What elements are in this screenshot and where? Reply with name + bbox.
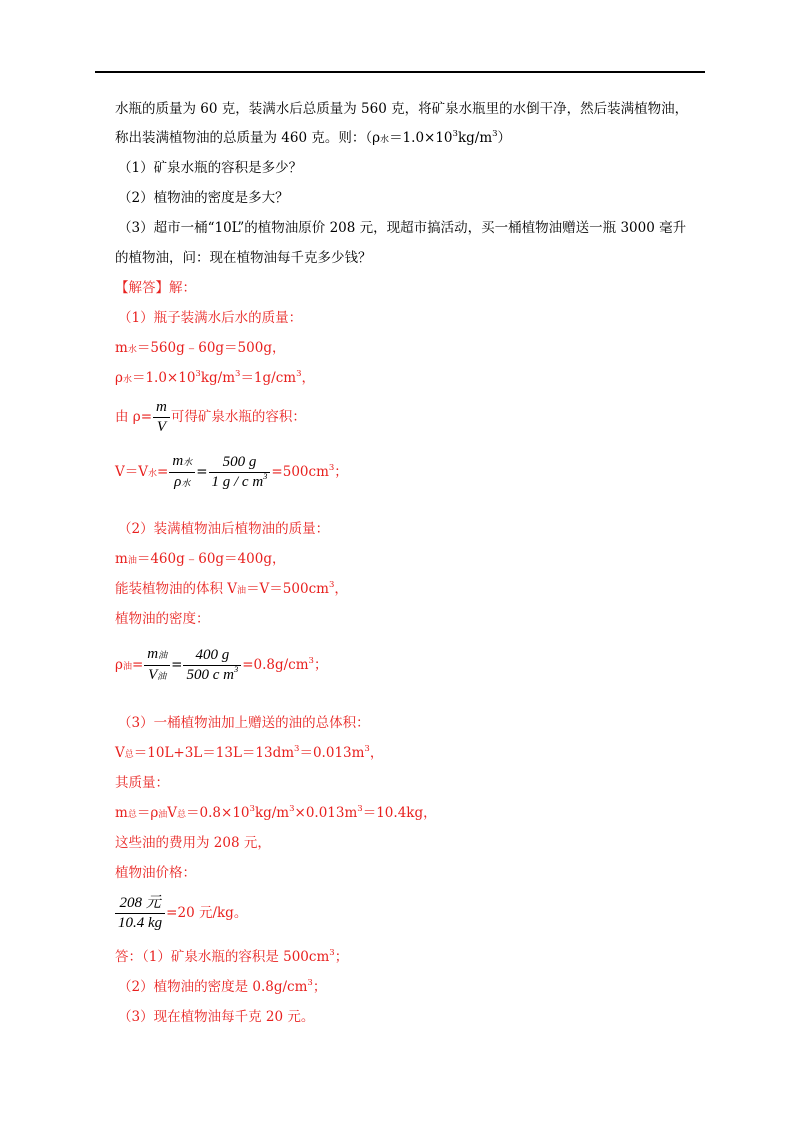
part2-title: （2）装满植物油后植物油的质量： [118,521,330,537]
conclusion-1: 答：（1）矿泉水瓶的容积是 $500cm^3$； [115,947,349,965]
oil-density-fraction-2: $\frac{400 g}{500 c m^3}$ [183,647,241,684]
volume-fraction-1: $\frac{\text{m水}}{\text{ρ水}}$ [169,453,195,492]
cost-line: 这些油的费用为 208 元， [115,835,271,851]
conclusion-3: （3）现在植物油每千克 20 元。 [118,1009,315,1025]
question-3-line-2: 的植物油，问：现在植物油每千克多少钱？ [115,250,372,266]
water-mass-eq: m水＝560g﹣60g＝500g， [115,340,286,356]
part1-title: （1）瓶子装满水后水的质量： [118,310,303,326]
density-formula-line: 由 ρ= $\frac{m}{V}$ 可得矿泉水瓶的容积： [115,399,306,435]
volume-eq: V＝V水= $\frac{\text{m水}}{\text{ρ水}}$ = $\frac{500 g}{1 g / c m^3}$ $=500cm^3$； [115,453,348,490]
price-title: 植物油价格： [115,865,196,881]
volume-fraction-2: $\frac{500 g}{1 g / c m^3}$ [209,454,271,491]
price-eq: $\frac{\text{208 元}}{10.4 kg}$ =20 元/kg。 [115,893,247,933]
mass-title: 其质量： [115,775,169,791]
question-line-2: 称出装满植物油的总质量为 460 克。则：（ρ水$=1.0\times 10^3kg/m^3$） [115,128,512,146]
price-fraction: $\frac{\text{208 元}}{10.4 kg}$ [115,895,165,932]
total-mass-eq: m总＝ρ油V总$=0.8\times 10^3kg/m^3\times 0.013m^3=10.4kg$， [115,803,437,821]
water-density-eq: ρ水$=1.0\times 10^3kg/m^3=1g/cm^3$， [115,368,316,386]
total-volume-eq: V总$=10L+3L=13L=13dm^3=0.013m^3$， [115,743,384,761]
answer-header: 【解答】解： [115,280,196,296]
oil-density-eq: ρ油= $\frac{\text{m油}}{\text{V油}}$ = $\frac{400 g}{500 c m^3}$ $=0.8g/cm^3$； [115,646,328,683]
oil-density-fraction-1: $\frac{\text{m油}}{\text{V油}}$ [144,646,170,685]
question-3-line-1: （3）超市一桶“10L”的植物油原价 208 元，现超市搞活动，买一桶植物油赠送一瓶 3000 毫升 [118,220,687,236]
oil-mass-eq: m油＝460g﹣60g＝400g， [115,551,286,567]
header-rule [95,71,705,73]
oil-volume-eq: 能装植物油的体积 V油$=V=500cm^3$， [115,579,348,597]
question-2: （2）植物油的密度是多大？ [118,190,289,206]
question-1: （1）矿泉水瓶的容积是多少？ [118,160,303,176]
oil-density-title: 植物油的密度： [115,611,210,627]
conclusion-2: （2）植物油的密度是 $0.8g/cm^3$； [118,977,327,995]
density-fraction: $\frac{m}{V}$ [153,399,170,436]
part3-title: （3）一桶植物油加上赠送的油的总体积： [118,715,370,731]
question-line-1: 水瓶的质量为 60 克，装满水后总质量为 560 克，将矿泉水瓶里的水倒干净，然后装满植物油， [115,101,689,117]
